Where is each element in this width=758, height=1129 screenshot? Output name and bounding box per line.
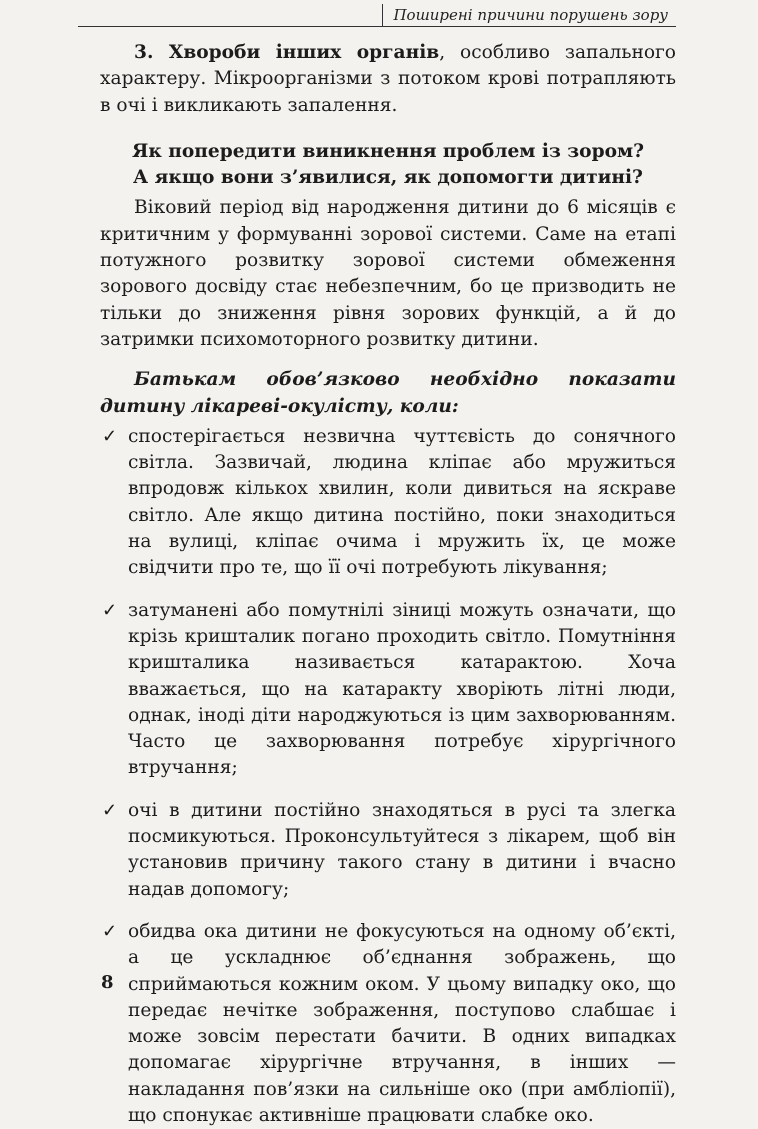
page-content	[100, 40, 676, 1129]
heading-line-2: А якщо вони з’явилися, як допомогти дитині?	[133, 167, 643, 189]
section-3-text: , особливо запального характеру. Мікроорганізми з потоком крові потрапляють в очі і викликають запалення.	[100, 42, 676, 116]
heading-line-1: Як попередити виникнення проблем із зором?	[131, 140, 645, 162]
section-3-paragraph	[100, 40, 676, 119]
checklist-item-text: спостерігається незвична чуттєвість до сонячного світла. Зазвичай, людина кліпає або мружиться впродовж кількох хвилин, коли дивиться на яскраве світло. Але якщо дитина постійно, поки знаходиться на вулиці, кліпає очима і мружить їх, це може свідчити про те, що її очі потребують лікування;	[128, 425, 676, 579]
checklist-item-text: затуманені або помутнілі зіниці можуть означати, що крізь кришталик погано проходить світло. Помутніння кришталика називається катарактою. Хоча вважається, що на катаракту хворіють літні люди, однак, іноді діти народжуються із цим захворюванням. Часто це захворювання потребує хірургічного втручання;	[128, 599, 676, 779]
running-title: Поширені причини порушень зору	[382, 4, 676, 26]
checklist	[100, 424, 676, 1129]
check-icon: ✓	[102, 599, 118, 621]
check-icon: ✓	[102, 799, 118, 821]
checklist-item-text: очі в дитини постійно знаходяться в русі та злегка посмикуються. Проконсультуйтеся з лікарем, щоб він установив причину такого стану в дитини і вчасно надав допомогу;	[128, 799, 676, 900]
checklist-item	[100, 598, 676, 782]
checklist-item	[100, 919, 676, 1129]
body-paragraph: Віковий період від народження дитини до 6 місяців є критичним у формуванні зорової системи. Саме на етапі потужного розвитку зорової системи обмеження зорового досвіду стає небезпечним, бо це призводить не тільки до зниження рівня зорових функцій, а й до затримки психомоторного розвитку дитини.	[100, 197, 676, 350]
check-icon: ✓	[102, 425, 118, 447]
section-heading	[100, 139, 676, 192]
page-number: 8	[101, 972, 114, 993]
checklist-item-text: обидва ока дитини не фокусуються на одному об’єкті, а це ускладнює об’єднання зображень, що сприймаються кожним оком. У цьому випадку око, що передає нечітке зображення, поступово слабшає і може зовсім перестати бачити. В одних випадках допомагає хірургічне втручання, в інших — накладання пов’язки на сильніше око (при амбліопії), що спонукає активніше працювати слабке око.	[128, 920, 676, 1126]
check-icon: ✓	[102, 920, 118, 942]
checklist-item	[100, 424, 676, 582]
section-3-lead: 3. Хвороби інших органів	[134, 42, 440, 63]
running-header	[78, 4, 676, 27]
checklist-item	[100, 798, 676, 903]
list-intro: Батькам обов’язково необхідно показати дитину лікареві-окулісту, коли:	[100, 369, 676, 417]
